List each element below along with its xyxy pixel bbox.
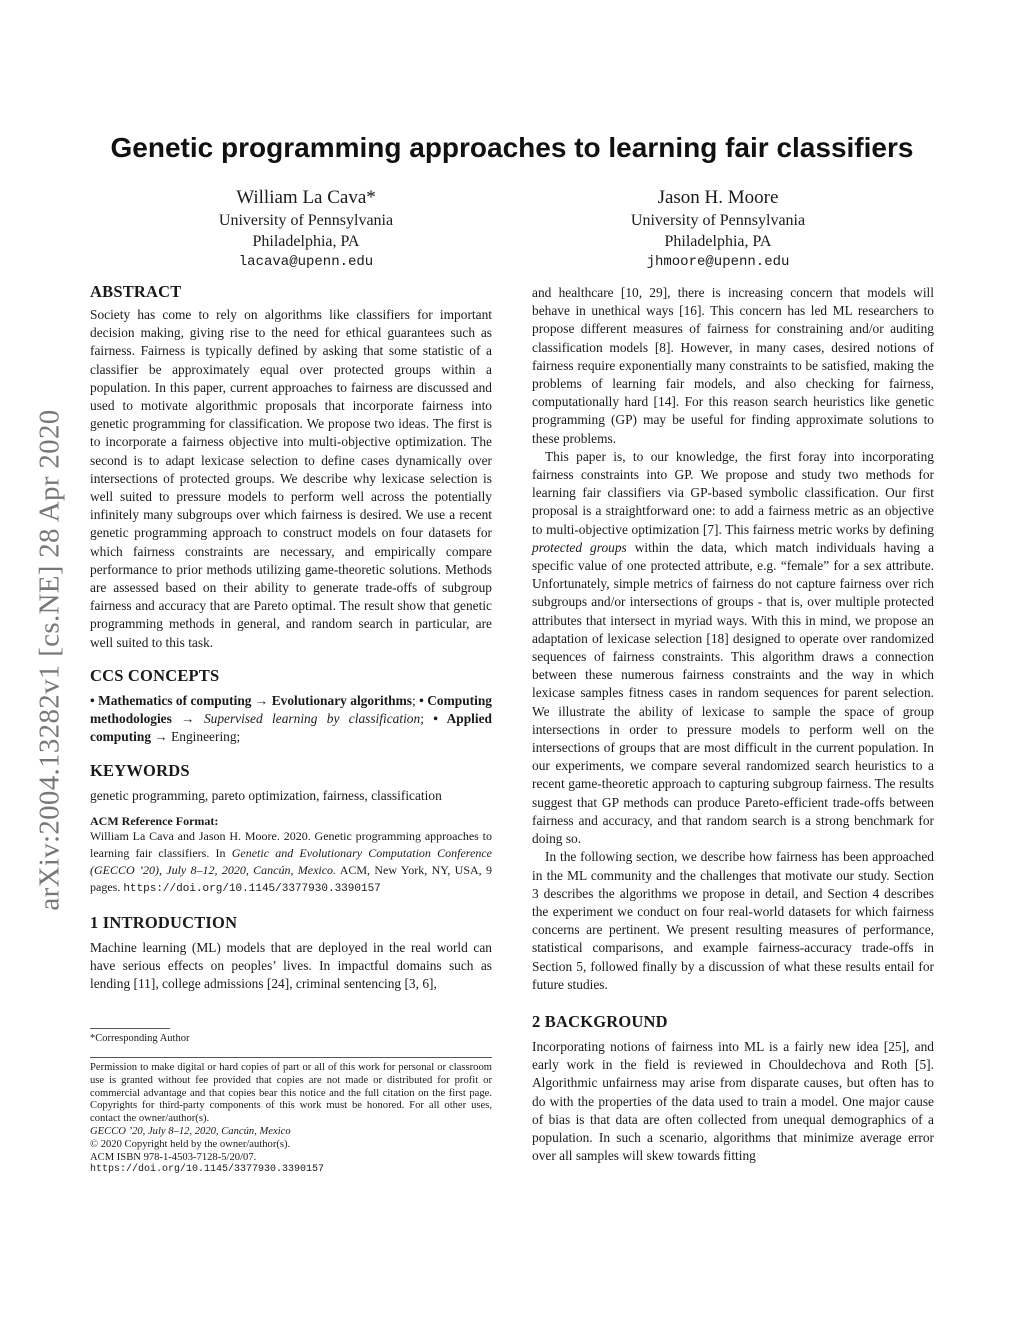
paper-title: Genetic programming approaches to learning fair classifiers (110, 132, 914, 163)
keywords-text: genetic programming, pareto optimization, fairness, classification (90, 788, 442, 804)
acm-ref-doi-link[interactable]: https://doi.org/10.1145/3377930.3390157 (123, 883, 381, 896)
intro-text: Machine learning (ML) models that are deployed in the real world can have serious effects on peoples’ lives. In impactful domains such as lending [11], college admissions [24], criminal sentencing [3, 6], (90, 940, 492, 992)
author-affiliation: University of Pennsylvania (630, 212, 806, 229)
permission-copyright: © 2020 Copyright held by the owner/author(s). (90, 1138, 291, 1150)
intro-paragraph-1: and healthcare [10, 29], there is increasing concern that models will behave in unethical ways [16]. This concern has led ML researchers to propose different measures of fairness for constraining and/or auditing classification models [8]. However, in many cases, desired notions of fairness require exponentially many constraints to be satisfied, making the problems of learning fair models, and also checking for fairness, computationally hard [14]. For this reason search heuristics like genetic programming (GP) may be useful for finding approximate solutions to these problems. (532, 285, 934, 446)
author-email[interactable]: lacava@upenn.edu (238, 254, 374, 270)
ccs-separator: ; (412, 692, 420, 708)
right-column (532, 284, 934, 1165)
permission-conference: GECCO ’20, July 8–12, 2020, Cancún, Mexico (90, 1125, 291, 1137)
intro-paragraph-2-start: This paper is, to our knowledge, the first foray into incorporating fairness constraints into GP. We propose and study two methods for learning fair classifiers via GP-based symbolic classification. Our first proposal is a straightforward one: to add a fairness metric as an objective to multi-objective optimization [7]. This fairness metric works by defining (532, 448, 934, 537)
left-column (90, 282, 492, 994)
author-location: Philadelphia, PA (252, 233, 360, 250)
footnote-rule (90, 1028, 170, 1029)
ccs-separator: ; (420, 711, 434, 727)
arxiv-identifier: arXiv:2004.13282v1 [cs.NE] 28 Apr 2020 (33, 409, 66, 911)
author-block-1 (146, 186, 466, 273)
acm-ref-authors: William La Cava and Jason H. Moore. 2020. Genetic programming approaches to learning fair classifiers. In (90, 829, 492, 861)
author-location: Philadelphia, PA (664, 233, 772, 250)
permission-rule (90, 1057, 492, 1058)
acm-ref-venue: Genetic and Evolutionary Computation Conference (GECCO ’20), July 8–12, 2020, Cancún, Mexico. (90, 846, 492, 878)
ccs-term: Engineering; (171, 729, 241, 745)
author-block-2 (558, 186, 878, 273)
footnote: *Corresponding Author (90, 1033, 190, 1044)
background-heading: 2 BACKGROUND (532, 1011, 668, 1031)
author-affiliation: University of Pennsylvania (218, 212, 394, 229)
ccs-term: • Computing methodologies (90, 692, 492, 727)
ccs-arrow: → (251, 692, 272, 708)
ccs-term: • Mathematics of computing (90, 692, 252, 708)
intro-heading: 1 INTRODUCTION (90, 913, 238, 933)
ccs-heading: CCS CONCEPTS (90, 665, 220, 685)
ccs-term: • Applied computing (90, 711, 492, 745)
intro-paragraph-2 (532, 448, 934, 848)
acm-ref-text (90, 828, 492, 898)
author-email[interactable]: jhmoore@upenn.edu (646, 254, 790, 270)
intro-paragraph-2-end: within the data, which match individuals having a specific value of one protected attribute, e.g. “female” for a sex attribute. Unfortunately, simple metrics of fairness do not capture fairness over rich subgroups and/or intersections of groups - that is, over multiple protected attributes that intersect in myriad ways. With this in mind, we propose an adaptation of lexicase selection [18] designed to operate over randomized sequences of fairness constraints. This algorithm draws a connection between these numerous fairness constraints and the way in which lexicase samples fitness cases in random sequences for parent selection. We illustrate the ability of lexicase to sample the space of group intersections in order to pressure models to perform well on the intersections of groups that are most difficult in the current population. In our experiments, we compare several randomized search heuristics to a recent game-theoretic approach to capturing subgroup fairness. The results suggest that GP methods can produce Pareto-efficient trade-offs between fairness and accuracy, and that random search is a strong benchmark for doing so. (532, 539, 935, 847)
acm-ref-publisher: ACM, New York, NY, USA, 9 pages. (90, 863, 492, 895)
keywords-heading: KEYWORDS (90, 761, 190, 781)
ccs-concepts (90, 692, 492, 747)
permission-text: Permission to make digital or hard copies of part or all of this work for personal or classroom use is granted without fee provided that copies are not made or distributed for profit or commercial advantage and that copies bear this notice and the full citation on the first page. Copyrights for third-party components of this work must be honored. For all other uses, contact the owner/author(s). (90, 1062, 492, 1125)
ccs-arrow: → (151, 729, 172, 745)
ccs-term: Supervised learning by classification (203, 711, 421, 727)
abstract-text: Society has come to rely on algorithms like classifiers for important decision making, giving rise to the need for ethical guarantees such as fairness. Fairness is typically defined by asking that some statistic of a classifier be approximately equal over protected groups within a population. In this paper, current approaches to fairness are discussed and used to motivate algorithmic proposals that incorporate fairness into genetic programming for classification. We propose two ideas. The first is to incorporate a fairness objective into multi-objective optimization. The second is to adapt lexicase selection to define cases dynamically over intersections of protected groups. We describe why lexicase selection is well suited to pressure models to perform well across the potentially infinitely many subgroups over which fairness is desired. We use a recent genetic programming approach to construct models on four datasets for which fairness constraints are necessary, and empirically compare performance to prior methods utilizing game-theoretic solutions. Methods are assessed based on their ability to generate trade-offs of subgroup fairness and accuracy that are Pareto optimal. The result show that genetic programming methods in general, and random search in particular, are well suited to this task. (90, 307, 492, 650)
permission-block (90, 1062, 492, 1177)
arxiv-stamp (20, 350, 80, 970)
permission-isbn: ACM ISBN 978-1-4503-7128-5/20/07. (90, 1151, 257, 1163)
intro-paragraph-3: In the following section, we describe how fairness has been approached in the ML community and the challenges that motivate our study. Section 3 describes the algorithms we propose in detail, and Section 4 describes the experiment we conduct on four real-world datasets for which fairness concerns are pertinent. We present resulting measures of performance, statistical comparisons, and example fairness-accuracy trade-offs in Section 5, followed finally by a discussion of what these results entail for future studies. (532, 849, 934, 992)
background-paragraph-1: Incorporating notions of fairness into ML is a fairly new idea [25], and early work in the field is reviewed in Chouldechova and Roth [5]. Algorithmic unfairness may arise from disparate causes, but often has to do with the properties of the data used to train a model. One major cause of bias is that data are often collected from unequal demographics of a population. In such a scenario, algorithms that minimize average error over all samples will skew towards fitting (532, 1038, 934, 1164)
author-name: William La Cava* (236, 187, 376, 208)
acm-ref-heading: ACM Reference Format: (90, 813, 219, 828)
ccs-arrow: → (171, 711, 204, 727)
permission-doi-link[interactable]: https://doi.org/10.1145/3377930.3390157 (90, 1164, 325, 1176)
author-name: Jason H. Moore (657, 187, 779, 208)
abstract-heading: ABSTRACT (90, 282, 182, 301)
emphasis-protected-groups: protected groups (532, 539, 627, 555)
ccs-term: Evolutionary algorithms (271, 692, 412, 708)
